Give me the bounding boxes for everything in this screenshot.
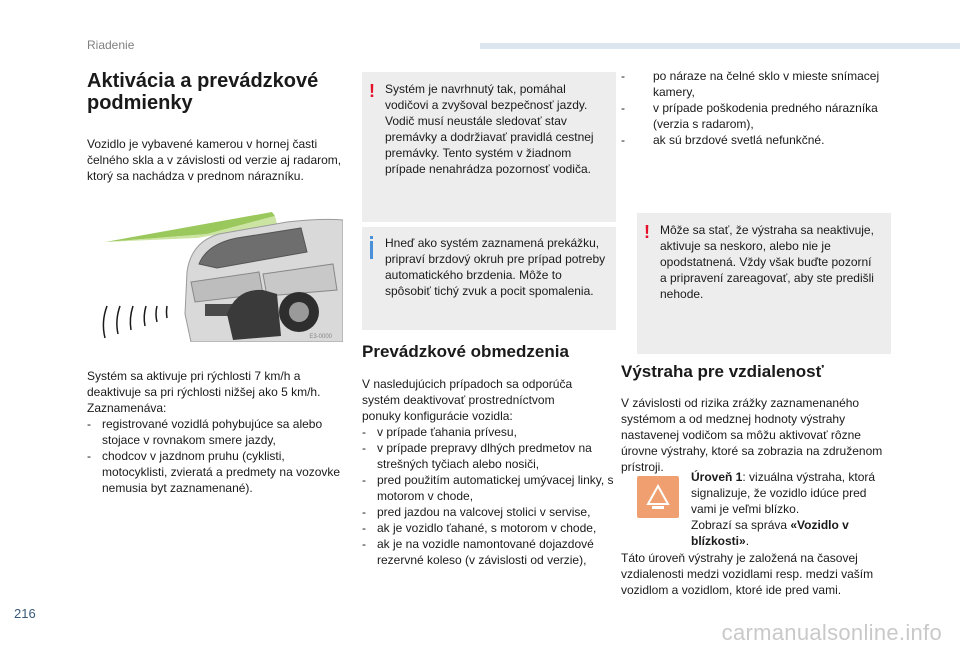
distance-title: Výstraha pre vzdialenosť bbox=[621, 362, 824, 381]
level-1-text: : vizuálna výstraha, ktorá signalizuje, že vozidlo idúce pred vami je veľmi blízko. bbox=[691, 470, 876, 516]
warning-box-2 bbox=[637, 213, 891, 354]
activation-conditions bbox=[87, 368, 347, 496]
level-1-msg-prefix: Zobrazí sa správa bbox=[691, 518, 791, 532]
list-item: - chodcov v jazdnom pruhu (cyklisti, motocyklisti, zvieratá a predmety na vozovke nemusia byt zaznamenané). bbox=[87, 448, 347, 496]
list-item: - po náraze na čelné sklo v mieste snímacej kamery, bbox=[621, 68, 891, 100]
header-rule bbox=[480, 43, 960, 49]
title-line-2: podmienky bbox=[87, 92, 193, 114]
watermark: carmanualsonline.info bbox=[721, 620, 942, 645]
list-item: - ak je na vozidle namontované dojazdové rezervné koleso (v závislosti od verzie), bbox=[362, 536, 614, 568]
detects-list bbox=[87, 416, 347, 496]
distance-intro: V závislosti od rizika zrážky zaznamenaného systémom a od medznej hodnoty výstrahy nastavenej vodičom sa môžu aktivovať rôzne úrovne výstrahy, ktoré sa zobrazia na združenom prístroji. bbox=[621, 396, 883, 474]
title-line-1: Aktivácia a prevádzkové bbox=[87, 70, 319, 92]
warning-text: Systém je navrhnutý tak, pomáhal vodičovi a zvyšoval bezpečnosť jazdy. Vodič musí neustále sledovať stav premávky a dodržiavať pravidlá cestnej premávky. Tento systém v žiadnom prípade nenahrádza pozornosť vodiča. bbox=[385, 82, 594, 176]
distance-alert-section bbox=[621, 362, 891, 475]
level-1-description bbox=[691, 469, 891, 517]
activation-paragraph: Systém sa aktivuje pri rýchlosti 7 km/h a deaktivuje sa pri rýchlosti nižšej ako 5 km/h. bbox=[87, 369, 321, 399]
info-icon bbox=[370, 241, 373, 259]
list-item: - registrované vozidlá pohybujúce sa alebo stojace v rovnakom smere jazdy, bbox=[87, 416, 347, 448]
list-item: - v prípade poškodenia predného nárazníka (verzia s radarom), bbox=[621, 100, 891, 132]
info-text: Hneď ako systém zaznamená prekážku, pripraví brzdový okruh pre prípad potreby automatického brzdenia. Môže to spôsobiť tichý zvuk a pocit spomalenia. bbox=[385, 236, 606, 298]
warning-icon: ! bbox=[369, 81, 375, 101]
info-icon-dot bbox=[370, 236, 373, 239]
car-camera-illustration bbox=[87, 194, 343, 342]
intro-paragraph: Vozidlo je vybavené kamerou v hornej časti čelného skla a v závislosti od verzie aj radarom, ktorý sa nachádza v prednom nárazníku. bbox=[87, 137, 342, 183]
illustration-code: E3-0000 bbox=[309, 334, 332, 340]
list-item: - ak je vozidlo ťahané, s motorom v chode, bbox=[362, 520, 614, 536]
alert-level-1 bbox=[691, 469, 891, 549]
warning-icon: ! bbox=[644, 222, 650, 242]
section-label: Riadenie bbox=[87, 38, 135, 52]
limits-continued bbox=[621, 68, 891, 148]
level-1-message bbox=[691, 517, 891, 549]
level-1-msg-suffix: . bbox=[745, 534, 750, 548]
limits-intro: V nasledujúcich prípadoch sa odporúča systém deaktivovať prostredníctvom ponuky konfigurácie vozidla: bbox=[362, 377, 573, 423]
alert-level-1-icon bbox=[637, 476, 679, 518]
limits-list-continued bbox=[621, 68, 891, 148]
limits-title: Prevádzkové obmedzenia bbox=[362, 342, 569, 361]
list-item: - v prípade prepravy dlhých predmetov na strešných tyčiach alebo nosiči, bbox=[362, 440, 614, 472]
list-item: - pred použitím automatickej umývacej linky, s motorom v chode, bbox=[362, 472, 614, 504]
limits-list bbox=[362, 424, 614, 568]
car-alert-icon bbox=[637, 476, 679, 518]
closing-paragraph: Táto úroveň výstrahy je založená na časovej vzdialenosti medzi vozidlami resp. medzi vaším vozidlom a vozidlom, ktoré ide pred vami. bbox=[621, 551, 874, 597]
section-title bbox=[87, 70, 347, 114]
warning-text-2: Môže sa stať, že výstraha sa neaktivuje, aktivuje sa neskoro, alebo nie je opodstatnená. Vždy však buďte pozorní a pripravení zareagovať, aby ste predišli nehode. bbox=[660, 223, 874, 301]
list-item: - ak sú brzdové svetlá nefunkčné. bbox=[621, 132, 891, 148]
warning-box bbox=[362, 72, 616, 222]
list-item: - v prípade ťahania prívesu, bbox=[362, 424, 614, 440]
detects-label: Zaznamenáva: bbox=[87, 401, 167, 415]
level-1-msg: «Vozidlo v blízkosti» bbox=[691, 518, 849, 548]
limits-section bbox=[362, 342, 616, 568]
level-1-label: Úroveň 1 bbox=[691, 470, 743, 484]
car-illustration-svg bbox=[87, 194, 343, 342]
list-item: - pred jazdou na valcovej stolici v servise, bbox=[362, 504, 614, 520]
page-number: 216 bbox=[14, 606, 36, 621]
closing-paragraph-wrap bbox=[621, 550, 889, 598]
info-box bbox=[362, 227, 616, 330]
activation-section bbox=[87, 70, 347, 184]
